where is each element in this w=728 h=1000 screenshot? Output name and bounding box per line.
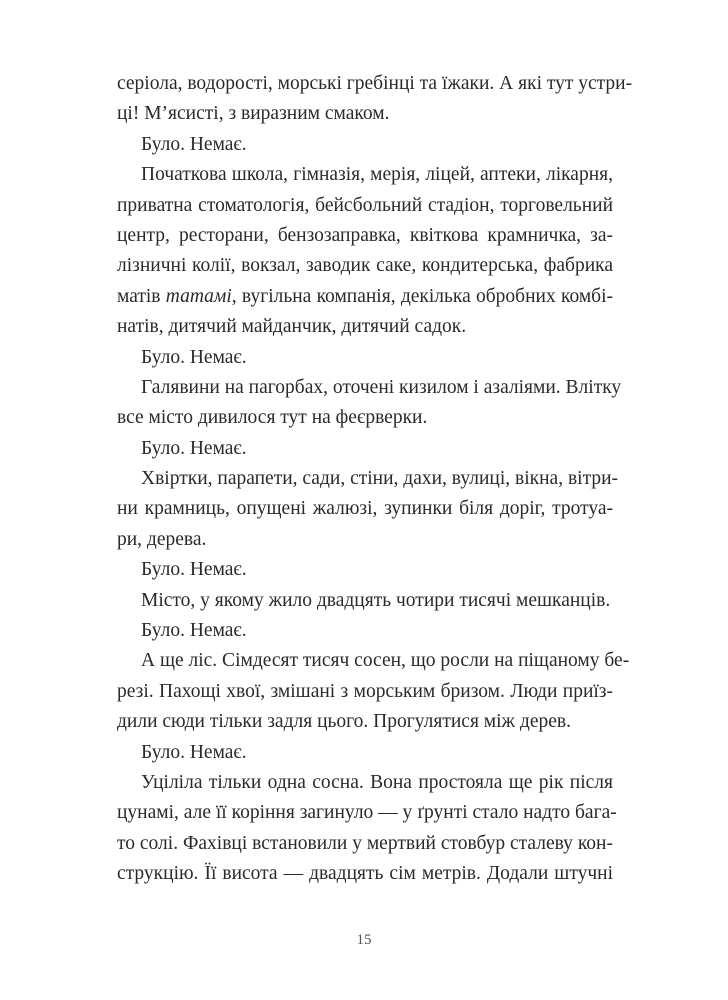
text-line (117, 859, 613, 889)
text-line (117, 646, 630, 676)
text-segment: Місто, у якому жило двадцять чотири тисячі мешканців. (141, 589, 611, 611)
text-segment: цунамі, але її коріння загинуло — у ґрунті стало надто бага- (117, 802, 617, 824)
text-segment: приватна стоматологія, бейсбольний стадіон, торговельний (117, 194, 613, 216)
text-line (117, 160, 613, 190)
text-segment: ри, дерева. (117, 528, 207, 550)
text-segment: Хвіртки, парапети, сади, стіни, дахи, вулиці, вікна, вітри- (141, 468, 619, 490)
text-line (117, 586, 613, 616)
text-line (117, 525, 613, 555)
text-line (117, 829, 613, 859)
text-segment: матів (117, 285, 166, 307)
text-segment: центр, ресторани, бензозаправка, квіткова крамничка, за- (117, 224, 613, 246)
text-line (117, 798, 617, 828)
text-line (117, 373, 622, 403)
text-line (117, 555, 613, 585)
text-segment: Було. Немає. (141, 559, 247, 581)
text-segment: Галявини на пагорбах, оточені кизилом і азаліями. Влітку (141, 376, 622, 398)
text-line (117, 343, 613, 373)
text-line (117, 616, 613, 646)
text-line (117, 403, 613, 433)
text-line (117, 677, 613, 707)
text-segment: то солі. Фахівці встановили у мертвий стовбур сталеву кон- (117, 832, 613, 854)
text-line (117, 69, 633, 99)
text-line (117, 130, 613, 160)
italic-term: татамі (165, 285, 232, 307)
text-segment: ни крамниць, опущені жалюзі, зупинки біля доріг, тротуа- (117, 498, 613, 520)
text-segment: Початкова школа, гімназія, мерія, ліцей, аптеки, лікарня, (141, 164, 613, 186)
text-segment: Було. Немає. (141, 741, 247, 763)
text-segment: Було. Немає. (141, 437, 247, 459)
text-line (117, 221, 613, 251)
page-number: 15 (356, 932, 372, 948)
text-segment: резі. Пахощі хвої, змішані з морським бризом. Люди приїз- (117, 680, 613, 702)
text-segment: сеpіола, водорості, морські гребінці та їжаки. А які тут устри- (117, 73, 633, 94)
text-line (117, 707, 613, 737)
text-line (117, 738, 613, 768)
text-line (117, 494, 613, 524)
text-line (117, 768, 613, 798)
text-line (117, 464, 619, 494)
text-segment: Було. Немає. (141, 133, 247, 155)
text-segment: лізничні колії, вокзал, заводик саке, кондитерська, фабрика (117, 255, 613, 277)
text-line (117, 312, 613, 342)
text-segment: натів, дитячий майданчик, дитячий садок. (117, 316, 467, 338)
text-segment: струкцію. Її висота — двадцять сім метрів. Додали штучні (117, 863, 613, 885)
text-line (117, 99, 613, 129)
text-line (117, 191, 613, 221)
text-segment: Уціліла тільки одна сосна. Вона простояла ще рік після (141, 771, 613, 793)
text-segment: Було. Немає. (141, 346, 247, 368)
text-segment: , вугільна компанія, декілька обробних комбі- (231, 285, 613, 307)
text-line (117, 251, 613, 281)
text-line (117, 282, 613, 312)
text-segment: А ще ліс. Сімдесят тисяч сосен, що росли на піщаному бе- (141, 650, 630, 672)
text-segment: все місто дивилося тут на феєрверки. (117, 407, 428, 429)
text-segment: ці! М’ясисті, з виразним смаком. (117, 103, 390, 125)
text-segment: Було. Немає. (141, 620, 247, 642)
text-segment: дили сюди тільки задля цього. Прогулятися між дерев. (117, 711, 571, 733)
text-line (117, 434, 613, 464)
page-body-text (117, 69, 633, 890)
